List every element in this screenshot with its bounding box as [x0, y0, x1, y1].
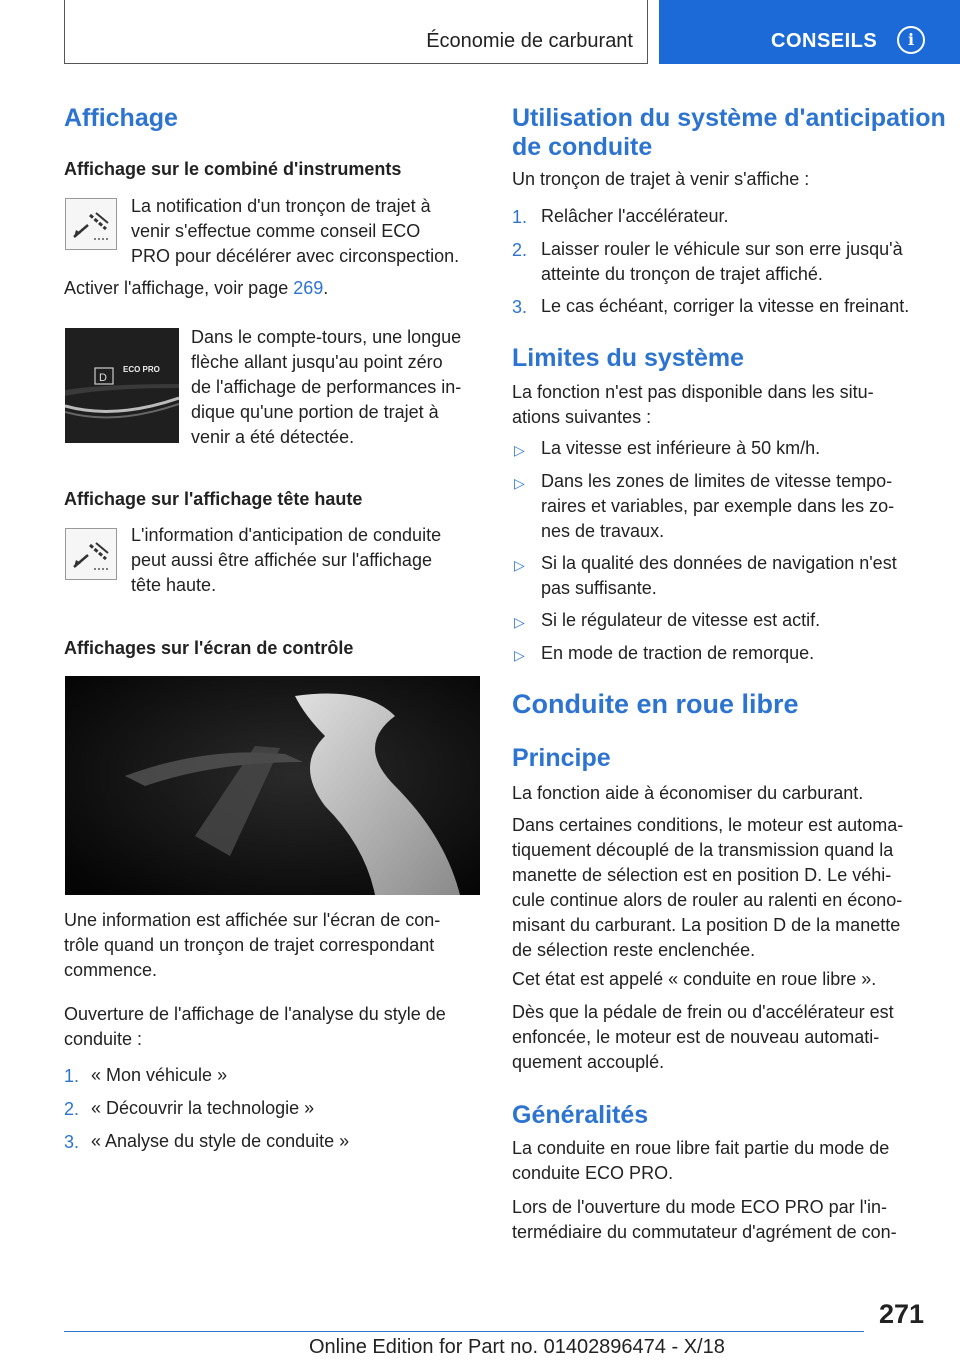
page-link-269[interactable]: 269 — [293, 278, 324, 298]
footer-edition: Online Edition for Part no. 01402896474 - X/18 — [309, 1336, 725, 1358]
chapter-header — [64, 0, 648, 64]
para-gen1: La conduite en roue libre fait partie du mode de conduite ECO PRO. — [512, 1138, 890, 1183]
bullet-icon: ▷ — [514, 442, 525, 458]
list-item: La vitesse est inférieure à 50 km/h. — [541, 438, 821, 458]
control-display-photo — [65, 676, 480, 895]
para-dans: Dans certaines conditions, le moteur est automa- tiquement découplé de la transmission quand la manette de sélection est en position D. Le véhi- cule continue alors de rouler au ralenti en écono- misant du carburant. La position D de la manette de sélection reste enclenchée. — [512, 815, 904, 960]
step-number: 2. — [64, 1099, 80, 1119]
para-principe: La fonction aide à économiser du carburant. — [512, 783, 864, 803]
para-comptetours: Dans le compte-tours, une longue flèche allant jusqu'au point zéro de l'affichage de performances in- dique qu'une portion de trajet à venir a été détectée. — [191, 327, 462, 447]
list-item: Dans les zones de limites de vitesse tempo- raires et variables, par exemple dans les zo- nes de travaux. — [541, 471, 895, 541]
step-number: 1. — [512, 207, 528, 227]
bullet-icon: ▷ — [514, 475, 525, 491]
step-text: Laisser rouler le véhicule sur son erre jusqu'à atteinte du tronçon de trajet affiché. — [541, 239, 903, 284]
step-number: 2. — [512, 240, 528, 260]
para-gen2: Lors de l'ouverture du mode ECO PRO par l'in- termédiaire du commutateur d'agrément de con- — [512, 1197, 897, 1242]
step-text: « Mon véhicule » — [91, 1065, 228, 1085]
para-limites: La fonction n'est pas disponible dans les situ- ations suivantes : — [512, 382, 874, 427]
footer-divider — [64, 1331, 864, 1332]
heading-generalites: Généralités — [512, 1101, 649, 1129]
conseils-tab[interactable] — [659, 0, 960, 64]
list-item: Si la qualité des données de navigation n'est pas suffisante. — [541, 553, 897, 598]
para-ouverture: Ouverture de l'affichage de l'analyse du style de conduite : — [64, 1004, 446, 1049]
list-item: En mode de traction de remorque. — [541, 643, 815, 663]
list-item: Si le régulateur de vitesse est actif. — [541, 610, 821, 630]
heading-principe: Principe — [512, 744, 611, 772]
para-troncon: Un tronçon de trajet à venir s'affiche : — [512, 169, 810, 189]
step-text: Le cas échéant, corriger la vitesse en freinant. — [541, 296, 910, 316]
cluster-eco-pro: ECO PRO — [123, 365, 160, 374]
step-number: 3. — [64, 1132, 80, 1152]
hud-icon — [65, 528, 117, 580]
step-text: « Analyse du style de conduite » — [91, 1131, 350, 1151]
bullet-icon: ▷ — [514, 647, 525, 663]
para-tete-haute: L'information d'anticipation de conduite peut aussi être affichée sur l'affichage tête haute. — [131, 525, 442, 595]
para-etat: Cet état est appelé « conduite en roue libre ». — [512, 969, 877, 989]
cluster-gear-d: D — [99, 372, 107, 384]
cluster-photo — [65, 328, 179, 443]
step-text: Relâcher l'accélérateur. — [541, 206, 729, 226]
page-number: 271 — [878, 1299, 924, 1329]
step-text: « Découvrir la technologie » — [91, 1098, 315, 1118]
para-des: Dès que la pédale de frein ou d'accélérateur est enfoncée, le moteur est de nouveau automati- quement accouplé. — [512, 1002, 894, 1072]
para-notification: La notification d'un tronçon de trajet à venir s'effectue comme conseil ECO PRO pour décélérer avec circonspection. — [131, 196, 460, 266]
info-icon[interactable]: i — [897, 26, 925, 54]
bullet-icon: ▷ — [514, 557, 525, 573]
eco-notification-icon — [65, 198, 117, 250]
step-number: 3. — [512, 297, 528, 317]
para-ecran: Une information est affichée sur l'écran de con- trôle quand un tronçon de trajet correspondant commence. — [64, 910, 441, 980]
para-activer: Activer l'affichage, voir page 269. — [64, 278, 329, 298]
bullet-icon: ▷ — [514, 614, 525, 630]
heading-limites: Limites du système — [512, 344, 745, 372]
heading-utilisation: Utilisation du système d'anticipation de conduite — [512, 104, 946, 161]
heading-tete-haute: Affichage sur l'affichage tête haute — [64, 489, 363, 509]
conseils-tab-label: CONSEILS — [771, 30, 878, 52]
heading-affichage: Affichage — [64, 104, 178, 132]
heading-roue-libre: Conduite en roue libre — [512, 689, 799, 719]
heading-combine: Affichage sur le combiné d'instruments — [64, 159, 402, 179]
heading-ecran: Affichages sur l'écran de contrôle — [64, 638, 354, 658]
chapter-title: Économie de carburant — [426, 30, 633, 52]
step-number: 1. — [64, 1066, 80, 1086]
